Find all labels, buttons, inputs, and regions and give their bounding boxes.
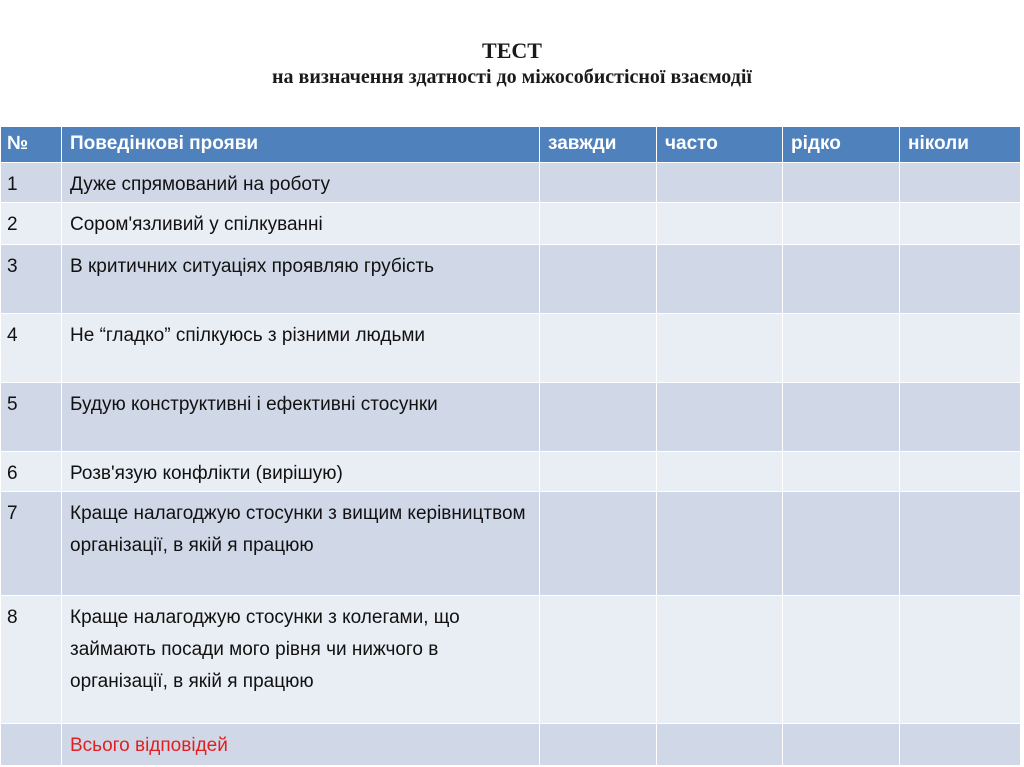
row-number: 8 <box>1 596 62 724</box>
row-text: Будую конструктивні і ефективні стосунки <box>62 383 540 452</box>
row-text: Краще налагоджую стосунки з вищим керівництвом організації, в якій я працюю <box>62 492 540 596</box>
answer-cell-always[interactable] <box>540 203 657 245</box>
answer-cell-never[interactable] <box>900 383 1021 452</box>
total-number-cell <box>1 724 62 766</box>
total-cell-never[interactable] <box>900 724 1021 766</box>
answer-cell-never[interactable] <box>900 203 1021 245</box>
answer-cell-often[interactable] <box>657 383 783 452</box>
answer-cell-always[interactable] <box>540 492 657 596</box>
answer-cell-always[interactable] <box>540 452 657 492</box>
row-text: В критичних ситуаціях проявляю грубість <box>62 245 540 314</box>
header-number: № <box>1 127 62 163</box>
answer-cell-never[interactable] <box>900 314 1021 383</box>
answer-cell-never[interactable] <box>900 163 1021 203</box>
row-number: 1 <box>1 163 62 203</box>
total-cell-always[interactable] <box>540 724 657 766</box>
row-number: 5 <box>1 383 62 452</box>
table-row <box>1 492 1021 596</box>
table-row <box>1 203 1021 245</box>
table-row <box>1 452 1021 492</box>
slide-title <box>0 38 1024 90</box>
answer-cell-rarely[interactable] <box>783 596 900 724</box>
answer-cell-rarely[interactable] <box>783 314 900 383</box>
header-behavior: Поведінкові прояви <box>62 127 540 163</box>
answer-cell-always[interactable] <box>540 163 657 203</box>
row-text: Розв'язую конфлікти (вирішую) <box>62 452 540 492</box>
answer-cell-always[interactable] <box>540 314 657 383</box>
title-subtitle: на визначення здатності до міжособистісної взаємодії <box>272 66 752 88</box>
answer-cell-always[interactable] <box>540 245 657 314</box>
answer-cell-often[interactable] <box>657 314 783 383</box>
header-never: ніколи <box>900 127 1021 163</box>
row-text: Краще налагоджую стосунки з колегами, що займають посади мого рівня чи нижчого в організації, в якій я працюю <box>62 596 540 724</box>
table-row <box>1 245 1021 314</box>
test-table <box>0 126 1021 766</box>
row-number: 2 <box>1 203 62 245</box>
answer-cell-often[interactable] <box>657 452 783 492</box>
answer-cell-rarely[interactable] <box>783 383 900 452</box>
row-text: Сором'язливий у спілкуванні <box>62 203 540 245</box>
table-row <box>1 383 1021 452</box>
header-always: завжди <box>540 127 657 163</box>
table-header-row <box>1 127 1021 163</box>
title-main: ТЕСТ <box>482 38 542 63</box>
answer-cell-never[interactable] <box>900 245 1021 314</box>
answer-cell-often[interactable] <box>657 203 783 245</box>
answer-cell-never[interactable] <box>900 492 1021 596</box>
answer-cell-never[interactable] <box>900 452 1021 492</box>
answer-cell-often[interactable] <box>657 163 783 203</box>
table-total-row <box>1 724 1021 766</box>
row-number: 6 <box>1 452 62 492</box>
answer-cell-often[interactable] <box>657 245 783 314</box>
answer-cell-rarely[interactable] <box>783 492 900 596</box>
table-row <box>1 163 1021 203</box>
row-text: Не “гладко” спілкуюсь з різними людьми <box>62 314 540 383</box>
answer-cell-never[interactable] <box>900 596 1021 724</box>
total-cell-often[interactable] <box>657 724 783 766</box>
answer-cell-rarely[interactable] <box>783 245 900 314</box>
answer-cell-often[interactable] <box>657 492 783 596</box>
table-row <box>1 314 1021 383</box>
row-text: Дуже спрямований на роботу <box>62 163 540 203</box>
answer-cell-always[interactable] <box>540 383 657 452</box>
header-rarely: рідко <box>783 127 900 163</box>
table-row <box>1 596 1021 724</box>
answer-cell-rarely[interactable] <box>783 163 900 203</box>
answer-cell-often[interactable] <box>657 596 783 724</box>
header-often: часто <box>657 127 783 163</box>
total-label: Всього відповідей <box>62 724 540 766</box>
row-number: 7 <box>1 492 62 596</box>
total-cell-rarely[interactable] <box>783 724 900 766</box>
row-number: 3 <box>1 245 62 314</box>
answer-cell-always[interactable] <box>540 596 657 724</box>
row-number: 4 <box>1 314 62 383</box>
answer-cell-rarely[interactable] <box>783 203 900 245</box>
answer-cell-rarely[interactable] <box>783 452 900 492</box>
